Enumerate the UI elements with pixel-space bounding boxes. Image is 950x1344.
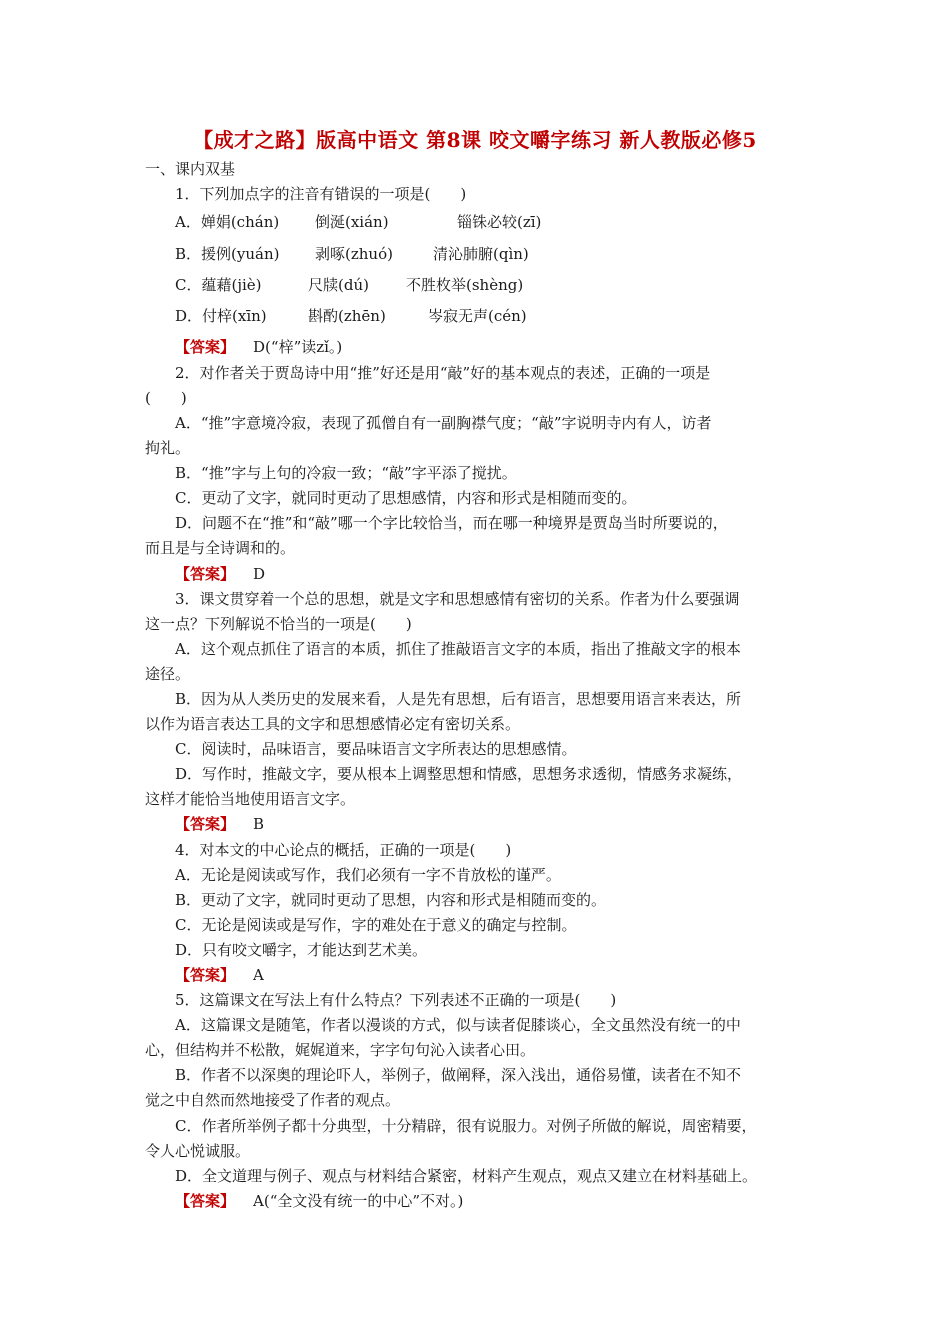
q3-stem-line2: 这一点？下列解说不恰当的一项是( )	[145, 614, 412, 633]
q1-b-term2: 剥啄(zhuó)	[315, 244, 393, 263]
q5-option-d: D．全文道理与例子、观点与材料结合紧密，材料产生观点，观点又建立在材料基础上。	[175, 1166, 758, 1185]
q4-option-d: D．只有咬文嚼字，才能达到艺术美。	[175, 940, 428, 959]
answer-label: 【答案】	[175, 815, 236, 834]
answer-label: 【答案】	[175, 564, 236, 583]
q1-d-term3: 岑寂无声(cén)	[428, 307, 527, 326]
q1-option-a	[145, 207, 813, 238]
q1-option-b	[145, 239, 813, 270]
q5-option-c-line2: 令人心悦诚服。	[145, 1141, 251, 1160]
q1-a-term1: A．婵娟(chán)	[175, 213, 280, 232]
q2-option-a-line1: A．“推”字意境冷寂，表现了孤僧自有一副胸襟气度；“敲”字说明寺内有人，访者	[175, 413, 712, 432]
q1-option-c	[145, 270, 813, 301]
q4-stem: 4．对本文的中心论点的概括，正确的一项是( )	[175, 840, 512, 859]
q4-answer	[145, 963, 813, 988]
q2-option-d-line2: 而且是与全诗调和的。	[145, 539, 296, 558]
q5-option-b-line2: 觉之中自然而然地接受了作者的观点。	[145, 1091, 401, 1110]
q1-c-term1: C．蕴藉(jiè)	[175, 275, 262, 294]
q4-option-c: C．无论是阅读或是写作，字的难处在于意义的确定与控制。	[175, 915, 577, 934]
q2-option-c: C．更动了文字，就同时更动了思想感情，内容和形式是相随而变的。	[175, 489, 637, 508]
q3-option-b-line1: B．因为从人类历史的发展来看，人是先有思想，后有语言，思想要用语言来表达，所	[175, 689, 742, 708]
document-title: 【成才之路】版高中语文 第8课 咬文嚼字练习 新人教版必修5	[193, 128, 757, 152]
q1-answer-value: D(“梓”读zǐ。)	[253, 337, 343, 356]
q2-answer	[145, 562, 813, 587]
q5-option-a-line2: 心，但结构并不松散，娓娓道来，字字句句沁入读者心田。	[145, 1041, 536, 1060]
q2-stem-line1: 2．对作者关于贾岛诗中用“推”好还是用“敲”好的基本观点的表述，正确的一项是	[175, 363, 711, 382]
answer-label: 【答案】	[175, 337, 236, 356]
q2-option-b: B．“推”字与上句的冷寂一致；“敲”字平添了搅扰。	[175, 464, 517, 483]
q3-option-d-line1: D．写作时，推敲文字，要从根本上调整思想和情感，思想务求透彻，情感务求凝练，	[175, 765, 743, 784]
q2-answer-value: D	[253, 564, 266, 583]
answer-label: 【答案】	[175, 966, 236, 984]
q1-d-term2: 斟酌(zhēn)	[308, 307, 386, 326]
q5-stem: 5．这篇课文在写法上有什么特点？下列表述不正确的一项是( )	[175, 991, 617, 1010]
q1-answer	[145, 333, 813, 361]
section-heading: 一、课内双基	[145, 160, 236, 178]
q1-c-term3: 不胜枚举(shèng)	[406, 275, 524, 294]
q3-option-c: C．阅读时，品味语言，要品味语言文字所表达的思想感情。	[175, 740, 577, 759]
q4-option-a: A．无论是阅读或写作，我们必须有一字不肯放松的谨严。	[175, 865, 561, 884]
q1-stem: 1．下列加点字的注音有错误的一项是( )	[175, 185, 467, 204]
q1-b-term1: B．援例(yuán)	[175, 244, 280, 263]
q5-option-a-line1: A．这篇课文是随笔，作者以漫谈的方式，似与读者促膝谈心，全文虽然没有统一的中	[175, 1016, 741, 1035]
q4-answer-value: A	[253, 966, 264, 984]
answer-label: 【答案】	[175, 1191, 236, 1210]
q1-a-term2: 倒涎(xián)	[315, 213, 389, 232]
q3-option-a-line2: 途径。	[145, 664, 191, 683]
q3-stem-line1: 3．课文贯穿着一个总的思想，就是文字和思想感情有密切的关系。作者为什么要强调	[175, 589, 740, 608]
q2-stem-line2: ( )	[145, 388, 187, 407]
q1-d-term1: D．付梓(xīn)	[175, 307, 267, 326]
q2-option-a-line2: 拘礼。	[145, 439, 191, 458]
q2-option-d-line1: D．问题不在“推”和“敲”哪一个字比较恰当，而在哪一种境界是贾岛当时所要说的，	[175, 514, 728, 533]
q5-option-b-line1: B．作者不以深奥的理论吓人，举例子，做阐释，深入浅出，通俗易懂，读者在不知不	[175, 1066, 742, 1085]
q4-option-b: B．更动了文字，就同时更动了思想，内容和形式是相随而变的。	[175, 890, 607, 909]
q3-option-a-line1: A．这个观点抓住了语言的本质，抓住了推敲语言文字的本质，指出了推敲文字的根本	[175, 639, 741, 658]
q3-option-b-line2: 以作为语言表达工具的文字和思想感情必定有密切关系。	[145, 715, 521, 734]
q1-b-term3: 清沁肺腑(qìn)	[433, 244, 529, 263]
q1-option-d	[145, 301, 813, 332]
q5-answer	[145, 1189, 813, 1214]
q3-option-d-line2: 这样才能恰当地使用语言文字。	[145, 790, 356, 809]
q3-answer-value: B	[253, 815, 265, 834]
q1-a-term3: 锱铢必较(zī)	[457, 213, 542, 232]
q5-option-c-line1: C．作者所举例子都十分典型，十分精辟，很有说服力。对例子所做的解说，周密精要，	[175, 1116, 757, 1135]
document-body	[145, 157, 813, 1214]
q5-answer-value: A(“全文没有统一的中心”不对。)	[253, 1191, 464, 1210]
q1-c-term2: 尺牍(dú)	[308, 275, 369, 294]
q3-answer	[145, 812, 813, 837]
